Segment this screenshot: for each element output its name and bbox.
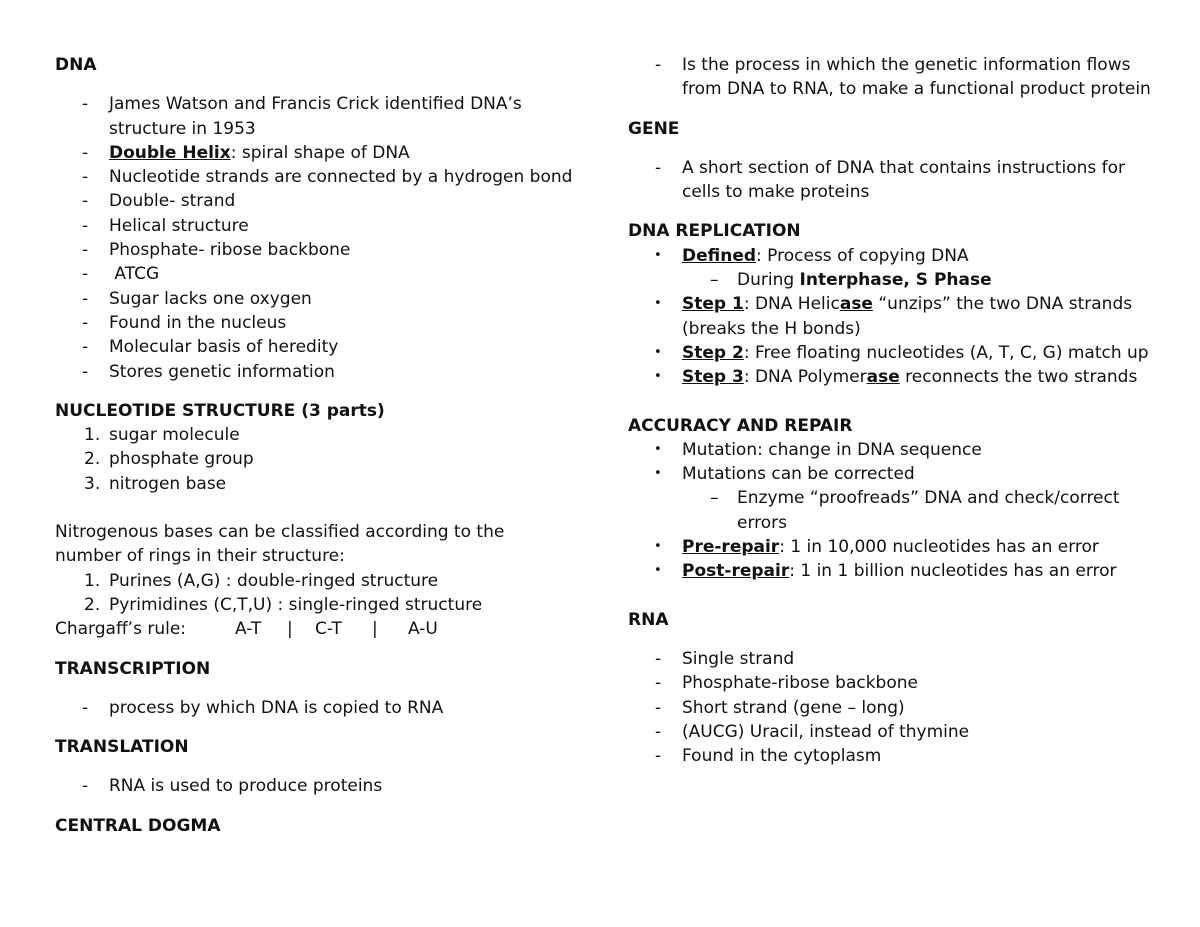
list-item: • Mutations can be corrected — [654, 464, 915, 485]
list-item: 1. sugar molecule — [84, 425, 240, 446]
list-item: - Double Helix: spiral shape of DNA — [82, 142, 410, 163]
list-item: - ATCG — [82, 264, 160, 285]
chargaff-rule: Chargaff’s rule: A-T | C-T | A-U — [55, 619, 438, 640]
nucleotide-heading: NUCLEOTIDE STRUCTURE (3 parts) — [55, 400, 385, 421]
translation-heading: TRANSLATION — [55, 737, 189, 758]
list-item: • Post-repair: 1 in 1 billion nucleotides has an error — [654, 561, 1117, 582]
bases-intro: Nitrogenous bases can be classified according to the number of rings in their structure: — [55, 522, 505, 567]
accuracy-list — [628, 438, 1168, 584]
rna-list — [628, 647, 1168, 768]
list-item: - Double- strand — [82, 191, 236, 212]
list-item: - (AUCG) Uracil, instead of thymine — [655, 721, 970, 742]
list-item: 2. Pyrimidines (C,T,U) : single-ringed structure — [84, 594, 483, 615]
list-item: - Molecular basis of heredity — [82, 337, 339, 358]
accuracy-heading: ACCURACY AND REPAIR — [628, 415, 853, 436]
dna-heading: DNA — [55, 55, 97, 75]
list-item: - Found in the cytoplasm — [655, 746, 882, 767]
list-item: - process by which DNA is copied to RNA — [82, 697, 444, 718]
replication-list — [628, 244, 1168, 390]
list-item: 2. phosphate group — [84, 449, 254, 470]
list-item: - Sugar lacks one oxygen — [82, 288, 312, 309]
list-item: - A short section of DNA that contains instructions for cells to make proteins — [655, 157, 1126, 203]
list-item: • Pre-repair: 1 in 10,000 nucleotides has an error — [654, 537, 1099, 558]
list-item: – During Interphase, S Phase — [710, 270, 992, 291]
list-item: - Helical structure — [82, 215, 249, 236]
list-item: 3. nitrogen base — [84, 473, 227, 494]
central-dogma-heading: CENTRAL DOGMA — [55, 815, 221, 836]
list-item: - RNA is used to produce proteins — [82, 776, 383, 797]
list-item: - Phosphate-ribose backbone — [655, 673, 918, 694]
list-item: – Enzyme “proofreads” DNA and check/correct errors — [710, 488, 1120, 533]
replication-heading: DNA REPLICATION — [628, 221, 801, 242]
list-item: - Is the process in which the genetic information flows from DNA to RNA, to make a functional product protein — [655, 55, 1151, 100]
list-item: - Short strand (gene – long) — [655, 697, 905, 718]
list-item: - Nucleotide strands are connected by a hydrogen bond — [82, 167, 573, 188]
list-item: 1. Purines (A,G) : double-ringed structure — [84, 570, 439, 591]
list-item: • Step 1: DNA Helicase “unzips” the two DNA strands (breaks the H bonds) — [654, 294, 1133, 339]
bases-list — [55, 569, 575, 618]
gene-heading: GENE — [628, 118, 680, 139]
list-item: - James Watson and Francis Crick identified DNA’s structure in 1953 — [82, 94, 522, 139]
list-item: • Step 2: Free floating nucleotides (A, T, C, G) match up — [654, 342, 1149, 363]
rna-heading: RNA — [628, 609, 669, 630]
nucleotide-list — [55, 423, 575, 496]
list-item: - Phosphate- ribose backbone — [82, 240, 351, 261]
list-item: - Stores genetic information — [82, 361, 335, 382]
list-item: • Defined: Process of copying DNA — [654, 245, 969, 266]
dna-list — [55, 92, 575, 384]
transcription-heading: TRANSCRIPTION — [55, 658, 211, 679]
list-item: - Single strand — [655, 648, 795, 669]
list-item: • Mutation: change in DNA sequence — [654, 439, 982, 460]
list-item: - Found in the nucleus — [82, 312, 287, 333]
list-item: • Step 3: DNA Polymerase reconnects the two strands — [654, 367, 1138, 388]
left-column — [55, 53, 575, 838]
right-column — [628, 53, 1168, 768]
